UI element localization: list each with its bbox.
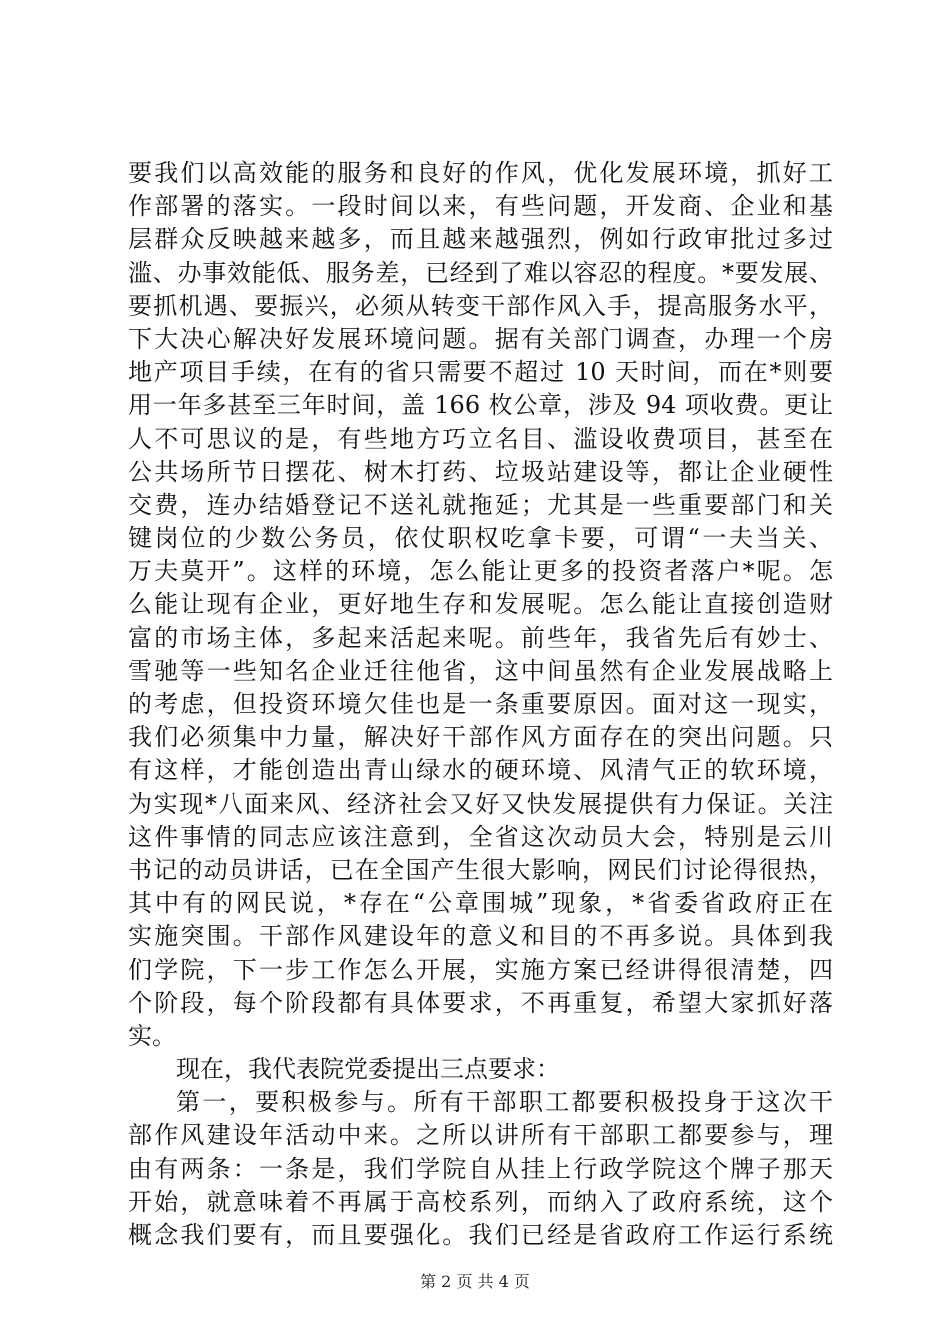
text-line: 实。: [128, 1021, 176, 1050]
text-line: 们学院，下一步工作怎么开展，实施方案已经讲得很清楚，四: [128, 955, 833, 984]
text-line: 为实现*八面来风、经济社会又好又快发展提供有力保证。关注: [128, 789, 833, 818]
text-line: 雪驰等一些知名企业迁往他省，这中间虽然有企业发展战略上: [128, 656, 833, 685]
text-line: 由有两条：一条是，我们学院自从挂上行政学院这个牌子那天: [128, 1154, 833, 1183]
text-line: 其中有的网民说，*存在“公章围城”现象，*省委省政府正在: [128, 889, 833, 918]
text-line: 作部署的落实。一段时间以来，有些问题，开发商、企业和基: [128, 192, 833, 221]
text-line: 的考虑，但投资环境欠佳也是一条重要原因。面对这一现实，: [128, 690, 833, 718]
text-line: 人不可思议的是，有些地方巧立名目、滥设收费项目，甚至在: [128, 424, 833, 453]
text-line: 第一，要积极参与。所有干部职工都要积极投身于这次干: [176, 1088, 833, 1117]
text-line: 用一年多甚至三年时间，盖 166 枚公章，涉及 94 项收费。更让: [128, 391, 833, 420]
document-body: [128, 157, 833, 1252]
text-line: 滥、办事效能低、服务差，已经到了难以容忍的程度。*要发展、: [128, 258, 833, 287]
text-line: 有这样，才能创造出青山绿水的硬环境、风清气正的软环境，: [128, 756, 833, 785]
text-line: 地产项目手续，在有的省只需要不超过 10 天时间，而在*则要: [128, 358, 833, 387]
text-line: 我们必须集中力量，解决好干部作风方面存在的突出问题。只: [128, 723, 833, 752]
text-line: 现在，我代表院党委提出三点要求：: [176, 1055, 560, 1084]
text-line: 公共场所节日摆花、树木打药、垃圾站建设等，都让企业硬性: [128, 457, 833, 486]
text-line: 开始，就意味着不再属于高校系列，而纳入了政府系统，这个: [128, 1187, 833, 1216]
text-line: 富的市场主体，多起来活起来呢。前些年，我省先后有妙士、: [128, 623, 833, 652]
text-line: 层群众反映越来越多，而且越来越强烈，例如行政审批过多过: [128, 225, 833, 254]
text-line: 万夫莫开”。这样的环境，怎么能让更多的投资者落户*呢。怎: [128, 557, 833, 586]
text-line: 个阶段，每个阶段都有具体要求，不再重复，希望大家抓好落: [128, 988, 833, 1017]
text-line: 交费，连办结婚登记不送礼就拖延；尤其是一些重要部门和关: [128, 490, 833, 519]
page-number-footer: 第 2 页 共 4 页: [420, 1272, 530, 1291]
text-line: 么能让现有企业，更好地生存和发展呢。怎么能让直接创造财: [128, 590, 833, 619]
text-line: 下大决心解决好发展环境问题。据有关部门调查，办理一个房: [128, 324, 833, 353]
text-line: 书记的动员讲话，已在全国产生很大影响，网民们讨论得很热，: [128, 855, 833, 884]
text-line: 键岗位的少数公务员，依仗职权吃拿卡要，可谓“一夫当关、: [128, 524, 833, 553]
text-line: 实施突围。干部作风建设年的意义和目的不再多说。具体到我: [128, 922, 833, 951]
text-line: 这件事情的同志应该注意到，全省这次动员大会，特别是云川: [128, 822, 833, 851]
text-line: 要抓机遇、要振兴，必须从转变干部作风入手，提高服务水平，: [128, 291, 833, 320]
text-line: 概念我们要有，而且要强化。我们已经是省政府工作运行系统: [128, 1221, 833, 1249]
text-line: 部作风建设年活动中来。之所以讲所有干部职工都要参与，理: [128, 1121, 833, 1150]
text-line: 要我们以高效能的服务和良好的作风，优化发展环境，抓好工: [128, 159, 833, 187]
